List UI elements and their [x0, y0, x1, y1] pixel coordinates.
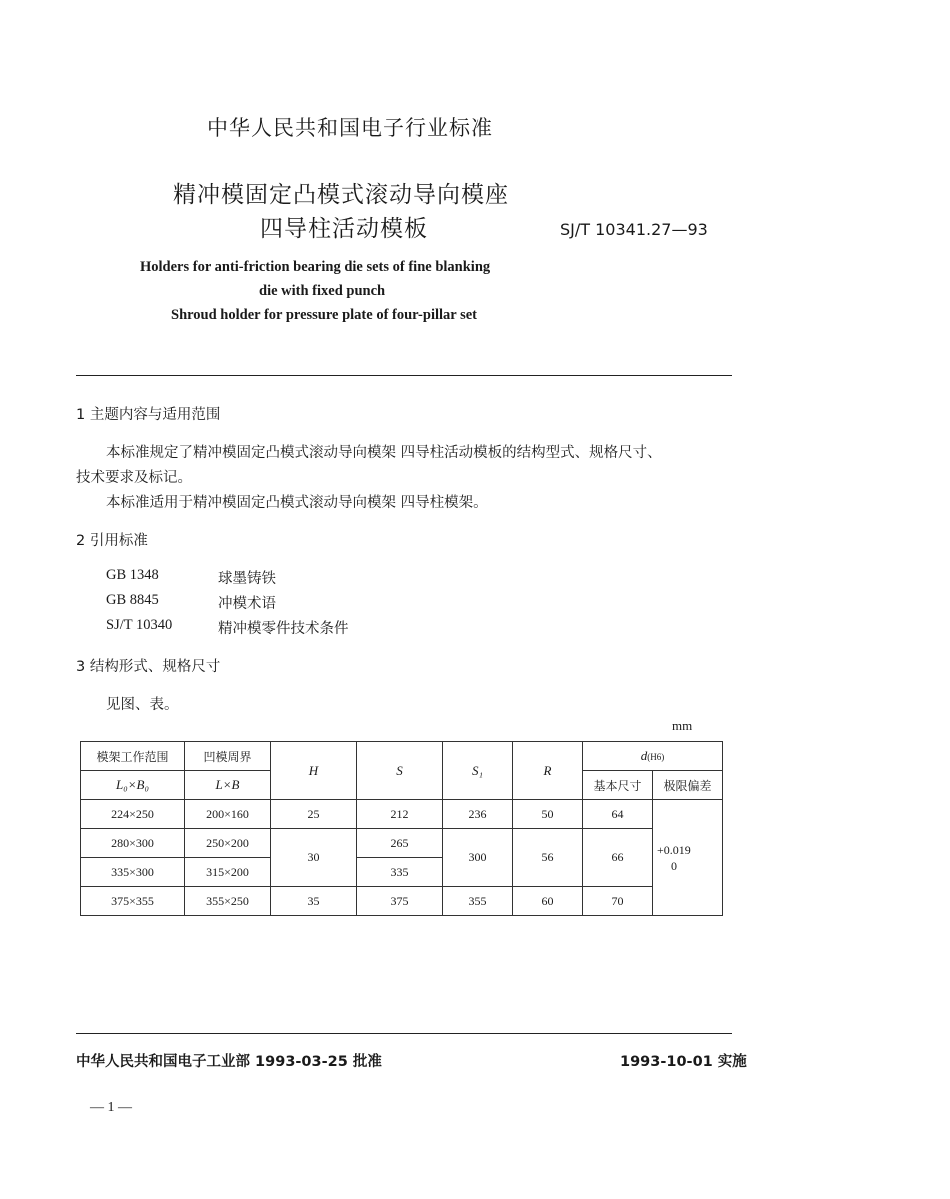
- cell-R: 50: [513, 800, 583, 829]
- english-title-line3: Shroud holder for pressure plate of four-pillar set: [171, 307, 477, 323]
- cell-H: 30: [271, 829, 357, 887]
- spec-table: [80, 741, 723, 916]
- section-2-heading: 2 引用标准: [76, 533, 148, 549]
- header-H: H: [271, 742, 357, 800]
- english-title-line2: die with fixed punch: [259, 283, 386, 299]
- cell-work-range: 375×355: [81, 887, 185, 916]
- tolerance-lower: 0: [671, 858, 677, 873]
- cell-cavity: 200×160: [185, 800, 271, 829]
- standard-title-line2: 四导柱活动模板: [260, 216, 428, 242]
- header-d-symbol: d: [640, 748, 648, 763]
- cell-S: 375: [357, 887, 443, 916]
- ref-code: GB 8845: [106, 592, 159, 608]
- header-basic-size: 基本尺寸: [583, 771, 653, 800]
- section-3-text: 见图、表。: [106, 697, 179, 713]
- header-work-range: 模架工作范围: [81, 742, 185, 771]
- cell-S1: 236: [443, 800, 513, 829]
- cell-R: 60: [513, 887, 583, 916]
- ref-code: GB 1348: [106, 567, 159, 583]
- cell-S1: 355: [443, 887, 513, 916]
- header-d-sub: (H6): [647, 752, 665, 762]
- page-number: — 1 —: [90, 1100, 132, 1115]
- header-divider: [76, 375, 732, 376]
- cell-work-range: 224×250: [81, 800, 185, 829]
- header-work-range-symbol: L₀×B₀: [81, 771, 185, 800]
- header-S1: S₁: [443, 742, 513, 800]
- cell-R: 56: [513, 829, 583, 887]
- section-1-para2: 本标准适用于精冲模固定凸模式滚动导向模架 四导柱模架。: [106, 495, 488, 511]
- cell-d: 64: [583, 800, 653, 829]
- ref-code: SJ/T 10340: [106, 617, 173, 633]
- approval-statement: 中华人民共和国电子工业部 1993-03-25 批准: [76, 1054, 382, 1070]
- effective-date: 1993-10-01 实施: [620, 1054, 747, 1070]
- standard-code: SJ/T 10341.27—93: [560, 220, 708, 239]
- table-unit: mm: [672, 718, 693, 733]
- header-cavity-symbol: L×B: [185, 771, 271, 800]
- footer-divider: [76, 1033, 732, 1034]
- cell-cavity: 315×200: [185, 858, 271, 887]
- english-title-line1: Holders for anti-friction bearing die sets of fine blanking: [140, 259, 491, 275]
- standard-title-line1: 精冲模固定凸模式滚动导向模座: [173, 182, 509, 208]
- section-1-para1-line1: 本标准规定了精冲模固定凸模式滚动导向模架 四导柱活动模板的结构型式、规格尺寸、: [106, 445, 662, 461]
- cell-S1: 300: [443, 829, 513, 887]
- header-S: S: [357, 742, 443, 800]
- ref-name: 冲模术语: [218, 596, 276, 612]
- standard-org-header: 中华人民共和国电子行业标准: [207, 116, 493, 140]
- header-limit-deviation: 极限偏差: [653, 771, 723, 800]
- header-d: [583, 742, 723, 771]
- cell-cavity: 355×250: [185, 887, 271, 916]
- tolerance-upper: +0.019: [657, 842, 691, 857]
- cell-S: 335: [357, 858, 443, 887]
- cell-d: 70: [583, 887, 653, 916]
- cell-work-range: 335×300: [81, 858, 185, 887]
- ref-name: 精冲模零件技术条件: [218, 621, 349, 637]
- header-R: R: [513, 742, 583, 800]
- cell-S: 212: [357, 800, 443, 829]
- cell-cavity: 250×200: [185, 829, 271, 858]
- section-3-heading: 3 结构形式、规格尺寸: [76, 659, 221, 675]
- section-1-heading: 1 主题内容与适用范围: [76, 407, 221, 423]
- section-1-para1-line2: 技术要求及标记。: [76, 470, 192, 486]
- cell-tolerance: [653, 800, 723, 916]
- cell-H: 35: [271, 887, 357, 916]
- header-cavity: 凹模周界: [185, 742, 271, 771]
- cell-work-range: 280×300: [81, 829, 185, 858]
- ref-name: 球墨铸铁: [218, 571, 276, 587]
- cell-S: 265: [357, 829, 443, 858]
- cell-d: 66: [583, 829, 653, 887]
- cell-H: 25: [271, 800, 357, 829]
